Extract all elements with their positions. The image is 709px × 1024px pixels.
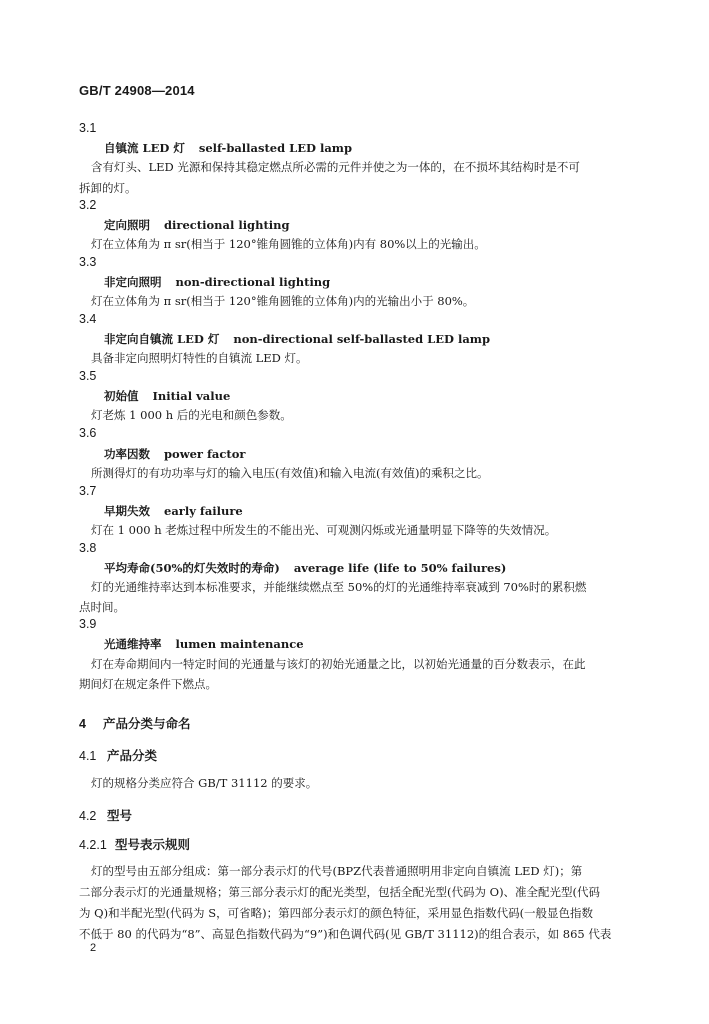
term-number: 3.4	[79, 312, 97, 326]
term-title-zh: 光通维持率	[104, 637, 162, 651]
body-paragraph-line: 不低于 80 的代码为“8”、高显色指数代码为“9”)和色调代码(见 GB/T 31112)的组合表示，如 865 代表	[79, 927, 612, 941]
term-title-zh: 非定向自镇流 LED 灯	[104, 332, 220, 346]
term-number: 3.6	[79, 426, 97, 440]
body-paragraph-line: 灯的型号由五部分组成：第一部分表示灯的代号(BPZ代表普通照明用非定向自镇流 LED 灯)；第	[91, 864, 583, 878]
term-title-en: lumen maintenance	[175, 637, 304, 651]
section-title: 型号	[107, 809, 133, 823]
term-title-en: self-ballasted LED lamp	[198, 141, 352, 155]
term-title	[104, 560, 506, 576]
term-title-en: non-directional lighting	[175, 275, 331, 289]
term-title	[104, 140, 352, 156]
term-title	[104, 636, 304, 652]
term-title-zh: 初始值	[104, 389, 139, 403]
term-title-zh: 定向照明	[104, 218, 150, 232]
page-number: 2	[90, 942, 97, 954]
term-definition: 灯在立体角为 π sr(相当于 120°锥角圆锥的立体角)内有 80%以上的光输出。	[91, 237, 486, 251]
document-header: GB/T 24908—2014	[79, 83, 195, 98]
term-definition: 点时间。	[79, 600, 125, 614]
section-heading	[79, 835, 190, 853]
term-definition: 具备非定向照明灯特性的自镇流 LED 灯。	[91, 351, 308, 365]
term-definition: 灯在立体角为 π sr(相当于 120°锥角圆锥的立体角)内的光输出小于 80%。	[91, 294, 475, 308]
section-heading	[79, 806, 132, 824]
term-title-en: power factor	[164, 447, 246, 461]
term-title-zh: 平均寿命(50%的灯失效时的寿命)	[104, 561, 280, 575]
term-title-en: directional lighting	[164, 218, 290, 232]
term-title-zh: 非定向照明	[104, 275, 162, 289]
term-title-zh: 自镇流 LED 灯	[104, 141, 185, 155]
body-paragraph: 灯的规格分类应符合 GB/T 31112 的要求。	[91, 776, 318, 790]
section-number: 4.1	[79, 749, 97, 763]
section-title: 产品分类	[107, 749, 158, 763]
term-title-en: non-directional self-ballasted LED lamp	[233, 332, 490, 346]
term-title-en: Initial value	[152, 389, 231, 403]
body-paragraph-line: 为 Q)和半配光型(代码为 S，可省略)；第四部分表示灯的颜色特征，采用显色指数代码(一般显色指数	[79, 906, 594, 920]
term-definition: 含有灯头、LED 光源和保持其稳定燃点所必需的元件并使之为一体的，在不损坏其结构时是不可	[91, 160, 580, 174]
section-number: 4	[79, 717, 86, 731]
term-definition: 所测得灯的有功功率与灯的输入电压(有效值)和输入电流(有效值)的乘积之比。	[91, 466, 489, 480]
body-paragraph-line: 二部分表示灯的光通量规格；第三部分表示灯的配光类型，包括全配光型(代码为 O)、准全配光型(代码	[79, 885, 601, 899]
section-heading	[79, 746, 157, 764]
term-title-zh: 功率因数	[104, 447, 150, 461]
term-title	[104, 503, 243, 519]
section-number: 4.2.1	[79, 838, 107, 852]
section-title: 产品分类与命名	[103, 717, 191, 731]
term-definition: 灯在寿命期间内一特定时间的光通量与该灯的初始光通量之比，以初始光通量的百分数表示，在此	[91, 657, 586, 671]
term-number: 3.3	[79, 255, 97, 269]
term-number: 3.9	[79, 617, 97, 631]
term-number: 3.2	[79, 198, 97, 212]
term-definition: 灯老炼 1 000 h 后的光电和颜色参数。	[91, 408, 292, 422]
term-definition: 灯的光通维持率达到本标准要求，并能继续燃点至 50%的灯的光通维持率衰减到 70%时的累积燃	[91, 580, 587, 594]
term-definition: 拆卸的灯。	[79, 181, 137, 195]
section-heading	[79, 714, 191, 732]
term-title	[104, 217, 290, 233]
term-number: 3.7	[79, 484, 97, 498]
term-number: 3.5	[79, 369, 97, 383]
term-number: 3.8	[79, 541, 97, 555]
term-title-en: early failure	[164, 504, 243, 518]
section-number: 4.2	[79, 809, 97, 823]
term-title-en: average life (life to 50% failures)	[293, 561, 507, 575]
term-title-zh: 早期失效	[104, 504, 150, 518]
term-title	[104, 331, 490, 347]
term-title	[104, 446, 245, 462]
term-definition: 灯在 1 000 h 老炼过程中所发生的不能出光、可观测闪烁或光通量明显下降等的失效情况。	[91, 523, 557, 537]
term-number: 3.1	[79, 121, 97, 135]
term-definition: 期间灯在规定条件下燃点。	[79, 677, 217, 691]
term-title	[104, 274, 330, 290]
section-title: 型号表示规则	[115, 838, 191, 852]
term-title	[104, 388, 230, 404]
